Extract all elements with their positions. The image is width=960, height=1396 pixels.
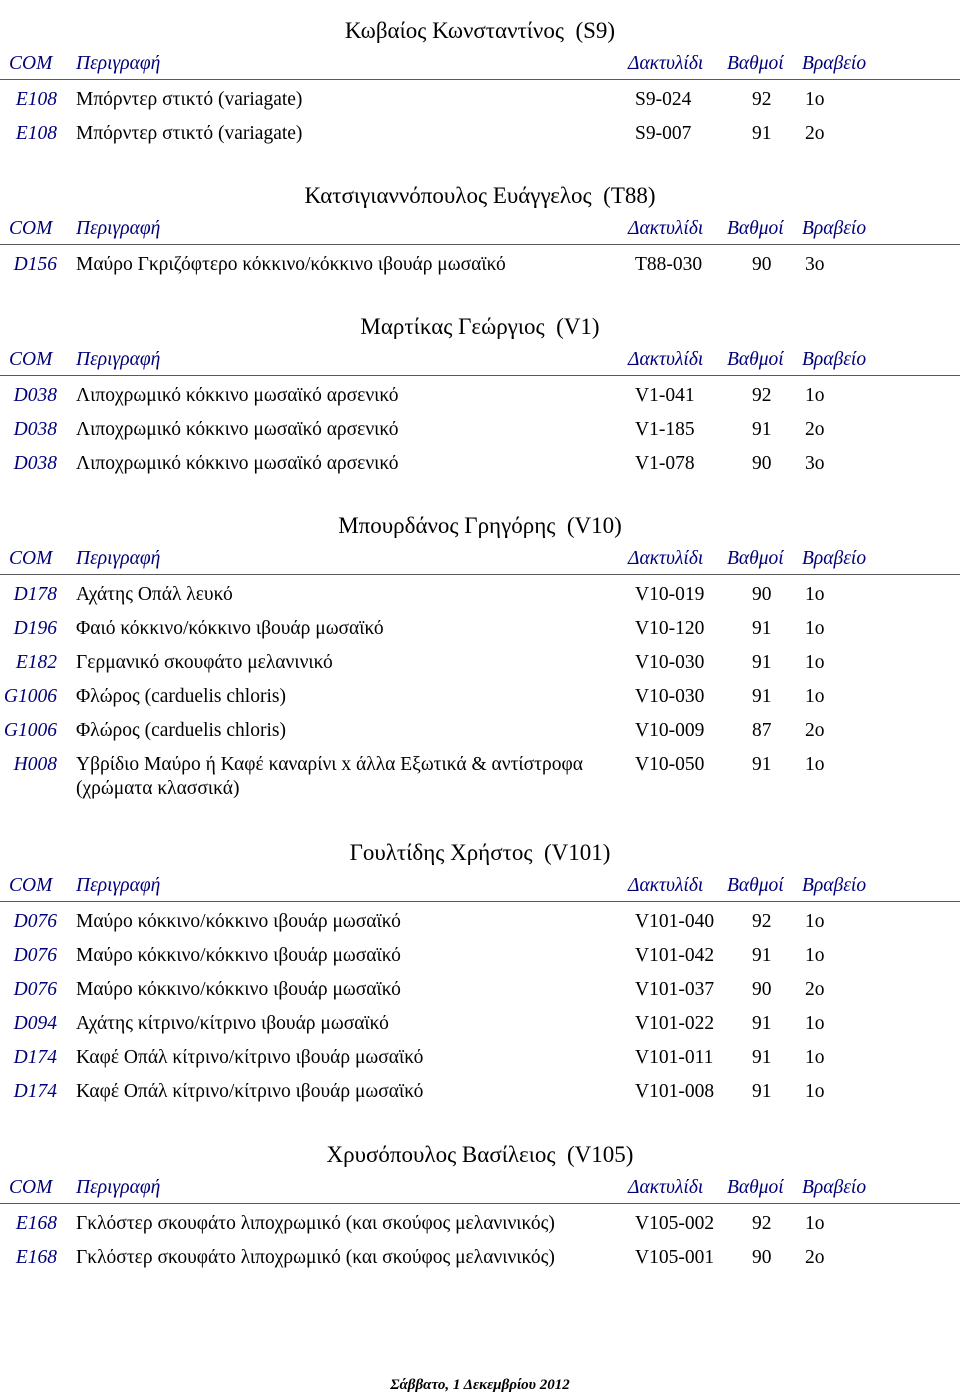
com-code: D038	[13, 385, 57, 406]
com-code: D196	[13, 618, 57, 639]
exhibitor-title	[0, 511, 960, 541]
table-row	[0, 578, 960, 612]
results-rows	[0, 1207, 960, 1275]
header-description: Περιγραφή	[76, 548, 161, 569]
table-row	[0, 714, 960, 748]
table-row	[0, 973, 960, 1007]
exhibitor-title	[0, 838, 960, 868]
score: 91	[752, 123, 772, 144]
results-rows	[0, 905, 960, 1109]
header-prize: Βραβείο	[802, 875, 867, 896]
header-ring: Δακτυλίδι	[628, 218, 704, 239]
ring-number: V101-037	[635, 979, 715, 1000]
score: 87	[752, 720, 772, 741]
bird-description: Γερμανικό σκουφάτο μελανινικό	[76, 652, 333, 673]
header-description: Περιγραφή	[76, 349, 161, 370]
table-row	[0, 939, 960, 973]
exhibitor-name: Κατσιγιαννόπουλος Ευάγγελος	[304, 183, 592, 208]
table-row	[0, 1041, 960, 1075]
score: 91	[752, 419, 772, 440]
exhibitor-code: (T88)	[603, 183, 656, 208]
header-score: Βαθμοί	[727, 349, 784, 370]
exhibitor-title	[0, 16, 960, 46]
score: 92	[752, 911, 772, 932]
prize: 3ο	[805, 453, 825, 474]
table-row	[0, 905, 960, 939]
prize: 1ο	[805, 652, 825, 673]
ring-number: T88-030	[635, 254, 703, 275]
table-row	[0, 1075, 960, 1109]
table-header-row	[0, 544, 960, 575]
table-header-row	[0, 1173, 960, 1204]
bird-description: Υβρίδιο Μαύρο ή Καφέ καναρίνι x άλλα Εξωτικά & αντίστροφα (χρώματα κλασσικά)	[76, 754, 583, 799]
ring-number: S9-007	[635, 123, 692, 144]
exhibitor-title	[0, 312, 960, 342]
score: 90	[752, 1247, 772, 1268]
bird-description: Μαύρο κόκκινο/κόκκινο ιβουάρ μωσαϊκό	[76, 945, 401, 966]
bird-description: Μαύρο κόκκινο/κόκκινο ιβουάρ μωσαϊκό	[76, 911, 401, 932]
score: 91	[752, 1081, 772, 1102]
prize: 1ο	[805, 945, 825, 966]
title-spacer	[564, 18, 576, 43]
ring-number: V1-078	[635, 453, 695, 474]
prize: 1ο	[805, 385, 825, 406]
page-footer-date: Σάββατο, 1 Δεκεμβρίου 2012	[390, 1377, 570, 1393]
table-header-row	[0, 345, 960, 376]
com-code: D156	[13, 254, 57, 275]
prize: 2ο	[805, 720, 825, 741]
com-code: E108	[15, 123, 57, 144]
table-row	[0, 248, 960, 282]
ring-number: V10-050	[635, 754, 705, 775]
ring-number: V101-008	[635, 1081, 715, 1102]
header-description: Περιγραφή	[76, 53, 161, 74]
bird-description: Αχάτης Οπάλ λευκό	[76, 584, 233, 605]
table-row	[0, 83, 960, 117]
ring-number: V10-030	[635, 686, 705, 707]
com-code: D076	[13, 945, 57, 966]
score: 91	[752, 618, 772, 639]
header-prize: Βραβείο	[802, 349, 867, 370]
bird-description: Καφέ Οπάλ κίτρινο/κίτρινο ιβουάρ μωσαϊκό	[76, 1047, 424, 1068]
score: 91	[752, 1013, 772, 1034]
ring-number: V105-001	[635, 1247, 715, 1268]
exhibitor-code: (V105)	[567, 1142, 634, 1167]
com-code: D178	[13, 584, 57, 605]
header-ring: Δακτυλίδι	[628, 1177, 704, 1198]
exhibitor-name: Χρυσόπουλος Βασίλειος	[326, 1142, 556, 1167]
table-row	[0, 680, 960, 714]
prize: 2ο	[805, 979, 825, 1000]
header-description: Περιγραφή	[76, 875, 161, 896]
com-code: D038	[13, 453, 57, 474]
score: 91	[752, 945, 772, 966]
table-row	[0, 612, 960, 646]
prize: 2ο	[805, 419, 825, 440]
results-rows	[0, 379, 960, 481]
header-description: Περιγραφή	[76, 1177, 161, 1198]
prize: 1ο	[805, 1081, 825, 1102]
header-ring: Δακτυλίδι	[628, 53, 704, 74]
bird-description: Φαιό κόκκινο/κόκκινο ιβουάρ μωσαϊκό	[76, 618, 384, 639]
ring-number: V10-120	[635, 618, 705, 639]
ring-number: V10-009	[635, 720, 705, 741]
prize: 1ο	[805, 686, 825, 707]
ring-number: V101-022	[635, 1013, 715, 1034]
com-code: E108	[15, 89, 57, 110]
score: 92	[752, 89, 772, 110]
prize: 1ο	[805, 1013, 825, 1034]
prize: 1ο	[805, 618, 825, 639]
ring-number: V101-011	[635, 1047, 714, 1068]
exhibitor-name: Γουλτίδης Χρήστος	[349, 840, 533, 865]
score: 91	[752, 754, 772, 775]
prize: 3ο	[805, 254, 825, 275]
table-header-row	[0, 871, 960, 902]
bird-description: Φλώρος (carduelis chloris)	[76, 720, 286, 741]
header-score: Βαθμοί	[727, 1177, 784, 1198]
title-spacer	[532, 840, 544, 865]
table-header-row	[0, 49, 960, 80]
score: 90	[752, 584, 772, 605]
score: 92	[752, 385, 772, 406]
com-code: G1006	[3, 720, 57, 741]
ring-number: V1-041	[635, 385, 695, 406]
header-com: COM	[9, 875, 53, 896]
ring-number: S9-024	[635, 89, 692, 110]
table-row	[0, 1207, 960, 1241]
score: 90	[752, 254, 772, 275]
header-score: Βαθμοί	[727, 53, 784, 74]
score: 90	[752, 453, 772, 474]
exhibitor-code: (V1)	[556, 314, 600, 339]
title-spacer	[556, 1142, 568, 1167]
bird-description: Αχάτης κίτρινο/κίτρινο ιβουάρ μωσαϊκό	[76, 1013, 389, 1034]
prize: 1ο	[805, 584, 825, 605]
table-row	[0, 1007, 960, 1041]
bird-description: Γκλόστερ σκουφάτο λιποχρωμικό (και σκούφος μελανινικός)	[76, 1213, 555, 1234]
header-score: Βαθμοί	[727, 218, 784, 239]
results-rows	[0, 578, 960, 804]
header-com: COM	[9, 53, 53, 74]
exhibitor-code: (V101)	[543, 840, 611, 865]
exhibitor-code: (V10)	[566, 513, 622, 538]
header-score: Βαθμοί	[727, 548, 784, 569]
com-code: E168	[15, 1247, 57, 1268]
bird-description: Λιποχρωμικό κόκκινο μωσαϊκό αρσενικό	[76, 453, 399, 474]
ring-number: V105-002	[635, 1213, 715, 1234]
ring-number: V101-042	[635, 945, 715, 966]
com-code: D174	[13, 1081, 57, 1102]
exhibitor-code: (S9)	[575, 18, 616, 43]
header-ring: Δακτυλίδι	[628, 548, 704, 569]
header-com: COM	[9, 1177, 53, 1198]
results-rows	[0, 248, 960, 282]
prize: 2ο	[805, 1247, 825, 1268]
ring-number: V1-185	[635, 419, 695, 440]
table-header-row	[0, 214, 960, 245]
bird-description: Καφέ Οπάλ κίτρινο/κίτρινο ιβουάρ μωσαϊκό	[76, 1081, 424, 1102]
com-code: D076	[13, 911, 57, 932]
score: 92	[752, 1213, 772, 1234]
com-code: H008	[13, 754, 57, 775]
bird-description: Λιποχρωμικό κόκκινο μωσαϊκό αρσενικό	[76, 419, 399, 440]
exhibitor-name: Μαρτίκας Γεώργιος	[360, 314, 545, 339]
table-row	[0, 117, 960, 151]
bird-description: Μπόρντερ στικτό (variagate)	[76, 89, 303, 110]
table-row	[0, 413, 960, 447]
table-row	[0, 447, 960, 481]
bird-description: Μαύρο Γκριζόφτερο κόκκινο/κόκκινο ιβουάρ μωσαϊκό	[76, 254, 506, 275]
com-code: G1006	[3, 686, 57, 707]
com-code: D038	[13, 419, 57, 440]
header-ring: Δακτυλίδι	[628, 875, 704, 896]
prize: 1ο	[805, 754, 825, 775]
score: 91	[752, 652, 772, 673]
com-code: D094	[13, 1013, 57, 1034]
table-row	[0, 646, 960, 680]
ring-number: V10-019	[635, 584, 705, 605]
header-com: COM	[9, 548, 53, 569]
exhibitor-name: Μπουρδάνος Γρηγόρης	[338, 513, 556, 538]
header-com: COM	[9, 218, 53, 239]
com-code: E168	[15, 1213, 57, 1234]
results-rows	[0, 83, 960, 151]
bird-description: Φλώρος (carduelis chloris)	[76, 686, 286, 707]
header-prize: Βραβείο	[802, 1177, 867, 1198]
ring-number: V101-040	[635, 911, 715, 932]
com-code: E182	[15, 652, 57, 673]
table-row	[0, 748, 960, 804]
score: 91	[752, 1047, 772, 1068]
prize: 1ο	[805, 1213, 825, 1234]
bird-description: Μαύρο κόκκινο/κόκκινο ιβουάρ μωσαϊκό	[76, 979, 401, 1000]
header-prize: Βραβείο	[802, 218, 867, 239]
header-description: Περιγραφή	[76, 218, 161, 239]
com-code: D174	[13, 1047, 57, 1068]
exhibitor-title	[0, 1140, 960, 1170]
com-code: D076	[13, 979, 57, 1000]
title-spacer	[555, 513, 567, 538]
exhibitor-name: Κωβαίος Κωνσταντίνος	[344, 18, 564, 43]
bird-description: Γκλόστερ σκουφάτο λιποχρωμικό (και σκούφος μελανινικός)	[76, 1247, 555, 1268]
title-spacer	[545, 314, 557, 339]
table-row	[0, 1241, 960, 1275]
exhibitor-title	[0, 181, 960, 211]
ring-number: V10-030	[635, 652, 705, 673]
header-score: Βαθμοί	[727, 875, 784, 896]
prize: 1ο	[805, 911, 825, 932]
header-prize: Βραβείο	[802, 548, 867, 569]
header-ring: Δακτυλίδι	[628, 349, 704, 370]
score: 91	[752, 686, 772, 707]
header-prize: Βραβείο	[802, 53, 867, 74]
prize: 2ο	[805, 123, 825, 144]
prize: 1ο	[805, 1047, 825, 1068]
title-spacer	[592, 183, 604, 208]
bird-description: Λιποχρωμικό κόκκινο μωσαϊκό αρσενικό	[76, 385, 399, 406]
table-row	[0, 379, 960, 413]
prize: 1ο	[805, 89, 825, 110]
score: 90	[752, 979, 772, 1000]
header-com: COM	[9, 349, 53, 370]
bird-description: Μπόρντερ στικτό (variagate)	[76, 123, 303, 144]
